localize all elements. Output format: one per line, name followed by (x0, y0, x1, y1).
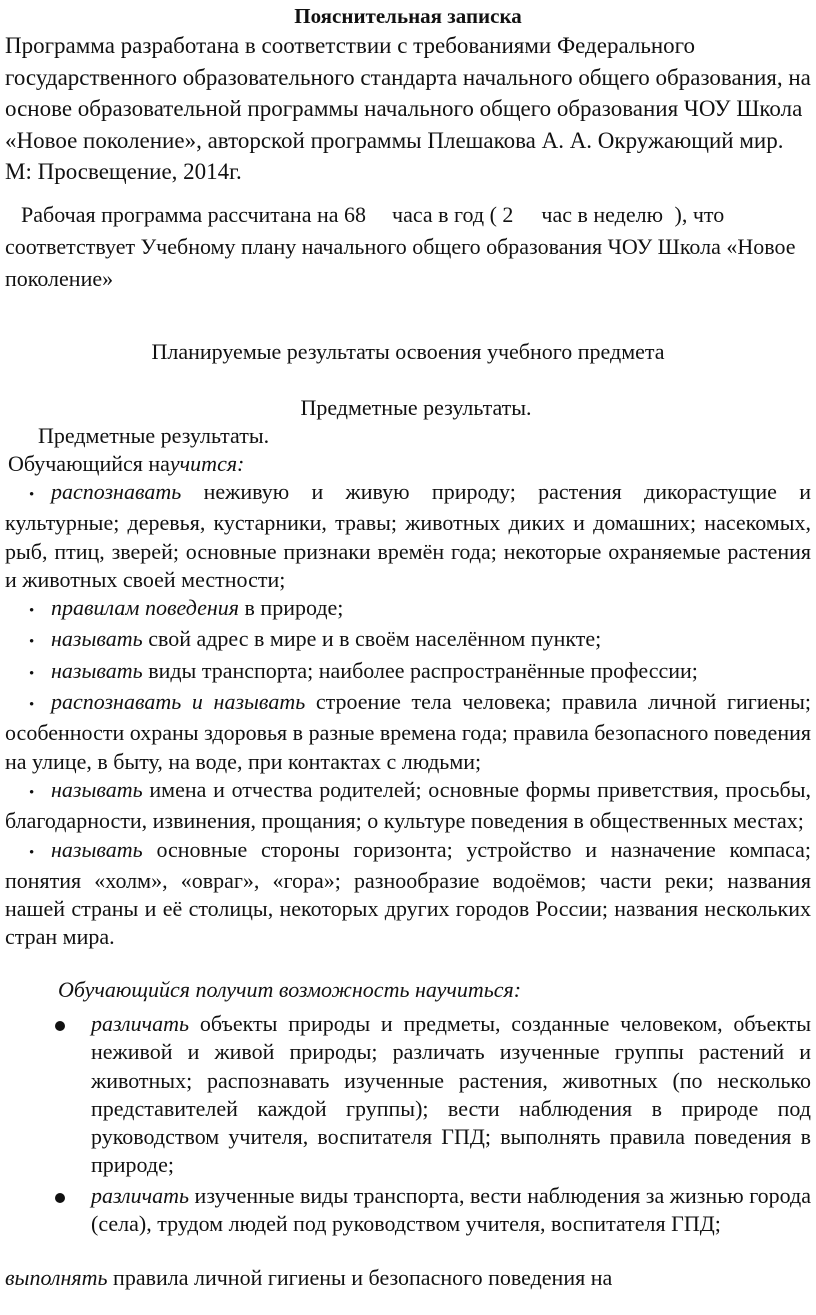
item-text: объекты природы и предметы, созданные человеком, объекты неживой и живой природы; различать изученные группы растений и животных; распознавать изученные растения, животных (по несколько представителей каждой группы); вести наблюдения в природе под руководством учителя, воспитателя ГПД; выполнять правила поведения в природе; (91, 1011, 811, 1178)
planned-results-heading: Планируемые результаты освоения учебного предмета (151, 339, 665, 364)
hours-middle2: час в неделю (541, 202, 664, 227)
tail-text: правила личной гигиены и безопасного поведения на (107, 1265, 613, 1290)
hours-middle: часа в год ( 2 (392, 202, 514, 227)
item-verb: различать (91, 1011, 190, 1036)
list-item: • называть виды транспорта; наиболее распространённые профессии; (29, 657, 698, 683)
opportunity-heading: Обучающийся получит возможность научиться: (58, 977, 522, 1002)
list-item: • называть свой адрес в мире и в своём населённом пункте; (29, 626, 602, 652)
item-text: свой адрес в мире и в своём населённом пункте; (142, 626, 602, 652)
item-verb: называть (51, 657, 143, 683)
item-text: строение тела человека; правила личной гигиены; особенности охраны здоровья в разные времена года; правила безопасного поведения на улице, в быту, на воде, при контактах с людьми; (5, 689, 812, 774)
tail-line (5, 1264, 612, 1292)
list-item: • правилам поведения в природе; (29, 595, 344, 621)
learner-will-plain: Обучающийся на (8, 451, 170, 476)
hours-suffix: ), что соответствует Учебному плану начального общего образования ЧОУ Школа «Новое поколение» (5, 202, 796, 291)
item-verb: называть (51, 836, 143, 862)
list-item: • называть основные стороны горизонта; устройство и назначение компаса; понятия «холм», «овраг», «гора»; разнообразие водоёмов; части реки; названия нашей страны и её столицы, некоторых других городов России; названия нескольких стран мира. (5, 836, 811, 950)
hours-prefix: Рабочая программа рассчитана на 68 (21, 202, 367, 227)
bullet-icon (55, 1193, 65, 1203)
opportunity-list (55, 1010, 811, 1240)
item-text: основные стороны горизонта; устройство и назначение компаса; понятия «холм», «овраг», «гора»; разнообразие водоёмов; части реки; названия нашей страны и её столицы, некоторых других городов России; названия нескольких стран мира. (5, 836, 811, 950)
item-text: в природе; (239, 595, 344, 621)
tail-verb: выполнять (5, 1265, 108, 1290)
item-text: изученные виды транспорта, вести наблюдения за жизнью города (села), трудом людей под руководством учителя, воспитателя ГПД; (91, 1182, 811, 1237)
item-verb: называть (51, 626, 143, 652)
bullet-icon (55, 1021, 65, 1031)
list-item (55, 1010, 811, 1180)
learner-will-heading (8, 450, 244, 478)
item-text: неживую и живую природу; растения дикорастущие и культурные; деревья, кустарники, травы; животных диких и домашних; насекомых, рыб, птиц, зверей; основные признаки времён года; некоторые охраняемые растения и животных своей местности; (5, 479, 811, 592)
item-verb: распознавать (51, 479, 182, 504)
intro-paragraph: Программа разработана в соответствии с требованиями Федерального государственного образовательного стандарта начального общего образования, на основе образовательной программы начального общего образования ЧОУ Школа «Новое поколение», авторской программы Плешакова А. А. Окружающий мир. М: Просвещение, 2014г. (5, 33, 811, 184)
learner-will-italic: учится: (169, 451, 245, 476)
hours-paragraph (5, 199, 811, 295)
list-item (55, 1182, 811, 1239)
item-text: имена и отчества родителей; основные формы приветствия, просьбы, благодарности, извинения, прощания; о культуре поведения в общественных местах; (5, 776, 811, 834)
item-verb: различать (91, 1182, 190, 1208)
learn-list (5, 478, 811, 952)
item-verb: называть (51, 776, 143, 802)
item-verb: правилам поведения (51, 595, 240, 621)
list-item: • распознавать неживую и живую природу; растения дикорастущие и культурные; деревья, кустарники, травы; животных диких и домашних; насекомых, рыб, птиц, зверей; основные признаки времён года; некоторые охраняемые растения и животных своей местности; (5, 479, 811, 592)
item-verb: распознавать и называть (51, 689, 306, 715)
list-item: • называть имена и отчества родителей; основные формы приветствия, просьбы, благодарности, извинения, прощания; о культуре поведения в общественных местах; (5, 776, 811, 834)
list-item: • распознавать и называть строение тела человека; правила личной гигиены; особенности охраны здоровья в разные времена года; правила безопасного поведения на улице, в быту, на воде, при контактах с людьми; (5, 689, 812, 774)
item-text: виды транспорта; наиболее распространённые профессии; (142, 657, 698, 683)
subject-results-heading: Предметные результаты. (38, 423, 270, 448)
subject-results-centered: Предметные результаты. (300, 395, 532, 420)
document-title: Пояснительная записка (294, 4, 522, 28)
